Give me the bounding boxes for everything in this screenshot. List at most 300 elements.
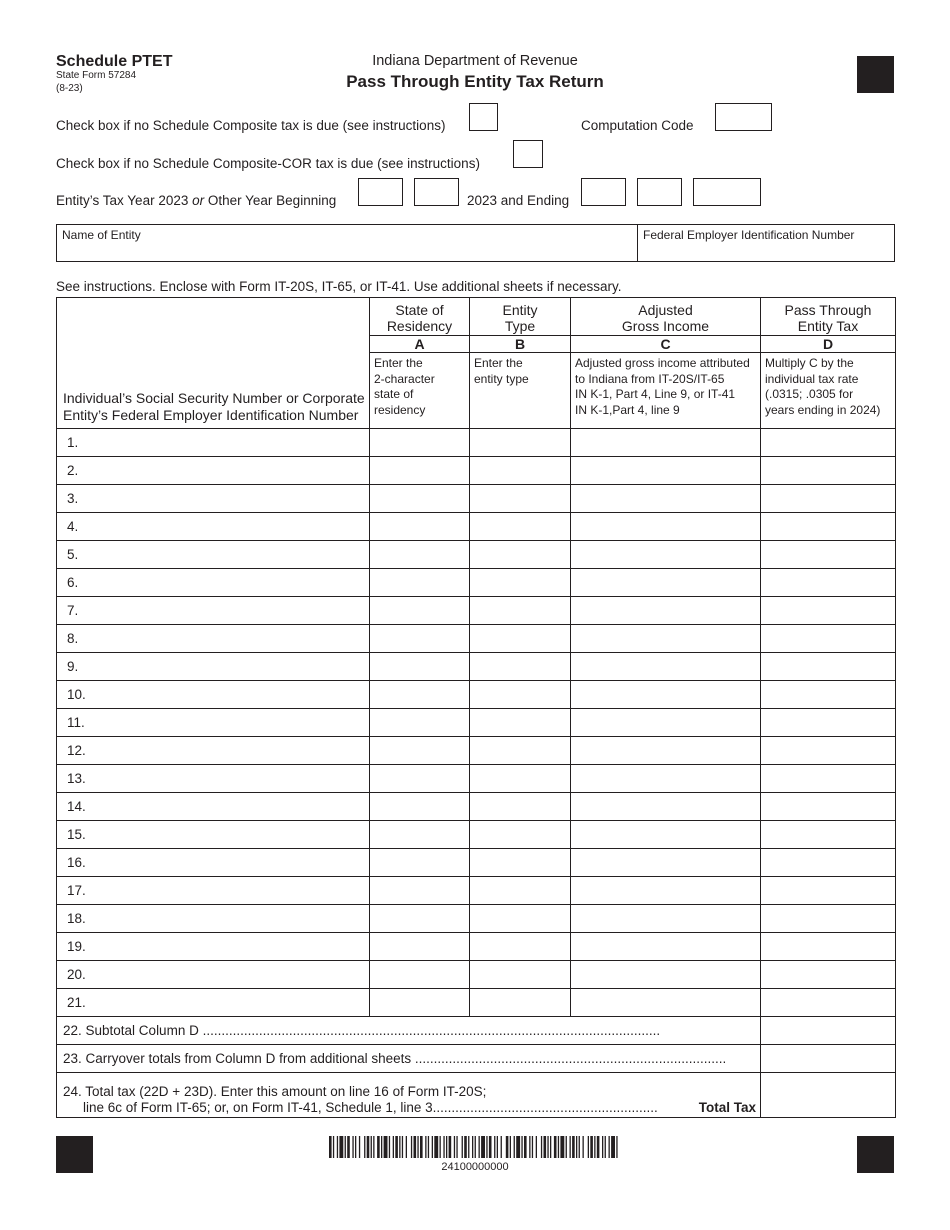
column-c-letter: C [571, 336, 761, 353]
tax-year-prefix: Entity’s Tax Year 2023 [56, 193, 193, 208]
entity-name-field[interactable] [56, 224, 638, 262]
column-c-desc-line: Adjusted gross income attributed [575, 356, 750, 370]
state-of-residency-cell[interactable] [370, 709, 470, 737]
ssn-fein-cell[interactable] [57, 793, 370, 821]
ssn-fein-cell[interactable] [57, 457, 370, 485]
column-b-desc-line: Enter the [474, 356, 523, 370]
column-a-desc-line: state of [374, 387, 414, 401]
state-of-residency-cell[interactable] [370, 905, 470, 933]
ssn-fein-cell[interactable] [57, 569, 370, 597]
barcode-bar [597, 1136, 600, 1158]
ssn-fein-cell[interactable] [57, 821, 370, 849]
state-form-number: State Form 57284 [56, 70, 137, 81]
ptet-table [56, 297, 896, 1118]
row-number: 14. [67, 799, 86, 814]
adjusted-gross-income-cell[interactable] [571, 933, 761, 961]
state-of-residency-cell[interactable] [370, 793, 470, 821]
entity-type-cell[interactable] [470, 877, 571, 905]
pass-through-entity-tax-cell[interactable] [761, 933, 896, 961]
barcode-bar [560, 1136, 564, 1158]
state-of-residency-cell[interactable] [370, 541, 470, 569]
barcode-bar [472, 1136, 473, 1158]
barcode-bar [583, 1136, 584, 1158]
column-d-title-1: Pass Through [784, 302, 872, 318]
adjusted-gross-income-cell[interactable] [571, 457, 761, 485]
line-24-text-2 [63, 1100, 760, 1116]
table-row [57, 877, 896, 905]
total-tax-label: Total Tax [696, 1100, 756, 1116]
state-of-residency-cell[interactable] [370, 569, 470, 597]
column-d-desc-line: years ending in 2024) [765, 402, 881, 417]
barcode-bar [352, 1136, 353, 1158]
barcode-bar [497, 1136, 498, 1158]
entity-type-cell[interactable] [470, 485, 571, 513]
barcode-bar [454, 1136, 455, 1158]
table-row [57, 849, 896, 877]
ssn-fein-cell[interactable] [57, 541, 370, 569]
barcode-bar [576, 1136, 577, 1158]
pass-through-entity-tax-cell[interactable] [761, 877, 896, 905]
line-24-text-2-content: line 6c of Form IT-65; or, on Form IT-41, Schedule 1, line 3............................................................ [83, 1100, 658, 1115]
line-22-label: 22. Subtotal Column D .......................................................................................................................... [57, 1017, 761, 1045]
entity-name-label: Name of Entity [62, 228, 141, 242]
column-c-description [571, 353, 761, 429]
table-row [57, 765, 896, 793]
ssn-fein-cell[interactable] [57, 681, 370, 709]
schedule-title: Schedule PTET [56, 53, 173, 70]
barcode-bar [337, 1136, 338, 1158]
barcode-bar [554, 1136, 557, 1158]
entity-type-cell[interactable] [470, 429, 571, 457]
barcode-bar [486, 1136, 487, 1158]
row-number: 12. [67, 743, 86, 758]
barcode-bar [399, 1136, 400, 1158]
barcode-bar [479, 1136, 480, 1158]
adjusted-gross-income-cell[interactable] [571, 709, 761, 737]
adjusted-gross-income-cell[interactable] [571, 765, 761, 793]
ssn-fein-cell[interactable] [57, 597, 370, 625]
adjusted-gross-income-cell[interactable] [571, 961, 761, 989]
barcode-bar [355, 1136, 356, 1158]
state-of-residency-cell[interactable] [370, 597, 470, 625]
adjusted-gross-income-cell[interactable] [571, 877, 761, 905]
row-number: 18. [67, 911, 86, 926]
barcode-bar [572, 1136, 575, 1158]
barcode-bar [373, 1136, 374, 1158]
column-b-title-2: Type [504, 318, 536, 334]
barcode-bar [395, 1136, 398, 1158]
pass-through-entity-tax-cell[interactable] [761, 989, 896, 1017]
pass-through-entity-tax-cell[interactable] [761, 737, 896, 765]
barcode-bar [377, 1136, 380, 1158]
state-of-residency-cell[interactable] [370, 989, 470, 1017]
table-row [57, 681, 896, 709]
barcode-bar [611, 1136, 615, 1158]
barcode-bar [594, 1136, 595, 1158]
barcode-bar [588, 1136, 589, 1158]
adjusted-gross-income-cell[interactable] [571, 989, 761, 1017]
barcode-bar [616, 1136, 617, 1158]
barcode-bar [609, 1136, 610, 1158]
state-of-residency-cell[interactable] [370, 877, 470, 905]
column-d-desc-line: (.0315; .0305 for [765, 387, 854, 401]
barcode-bar [521, 1136, 522, 1158]
column-a-header [370, 298, 470, 336]
ssn-fein-cell[interactable] [57, 709, 370, 737]
table-row [57, 821, 896, 849]
pass-through-entity-tax-cell[interactable] [761, 905, 896, 933]
barcode-bar [462, 1136, 463, 1158]
barcode-bar [371, 1136, 372, 1158]
ssn-fein-cell[interactable] [57, 737, 370, 765]
state-of-residency-cell[interactable] [370, 681, 470, 709]
fein-field[interactable] [638, 224, 895, 262]
barcode-bar [510, 1136, 511, 1158]
pass-through-entity-tax-cell[interactable] [761, 429, 896, 457]
adjusted-gross-income-cell[interactable] [571, 597, 761, 625]
barcode-bar [406, 1136, 407, 1158]
pass-through-entity-tax-cell[interactable] [761, 961, 896, 989]
barcode-bar [389, 1136, 390, 1158]
pass-through-entity-tax-cell[interactable] [761, 513, 896, 541]
column-c-header [571, 298, 761, 336]
form-title: Pass Through Entity Tax Return [346, 72, 604, 91]
line-24-label [57, 1073, 761, 1118]
column-a-desc-line: residency [374, 402, 426, 417]
ssn-fein-cell[interactable] [57, 429, 370, 457]
column-c-title-2: Gross Income [621, 318, 710, 334]
composite-cor-checkbox[interactable] [513, 140, 543, 168]
adjusted-gross-income-cell[interactable] [571, 653, 761, 681]
column-b-description [470, 353, 571, 429]
table-row [57, 569, 896, 597]
ending-year-field[interactable] [693, 178, 761, 206]
pass-through-entity-tax-cell[interactable] [761, 625, 896, 653]
adjusted-gross-income-cell[interactable] [571, 849, 761, 877]
entity-type-cell[interactable] [470, 765, 571, 793]
ssn-fein-cell[interactable] [57, 653, 370, 681]
barcode-bar [489, 1136, 492, 1158]
row-number: 13. [67, 771, 86, 786]
entity-type-cell[interactable] [470, 933, 571, 961]
row-number: 21. [67, 995, 86, 1010]
barcode-bar [347, 1136, 350, 1158]
barcode-bar [440, 1136, 441, 1158]
entity-type-cell[interactable] [470, 541, 571, 569]
barcode-bar [456, 1136, 457, 1158]
entity-type-cell[interactable] [470, 597, 571, 625]
row-number: 11. [67, 715, 85, 730]
ending-label: 2023 and Ending [467, 193, 570, 208]
barcode-bar [550, 1136, 551, 1158]
barcode-bar [464, 1136, 467, 1158]
pass-through-entity-tax-cell[interactable] [761, 457, 896, 485]
pass-through-entity-tax-cell[interactable] [761, 541, 896, 569]
registration-mark-top-right [857, 56, 894, 93]
ssn-fein-cell[interactable] [57, 961, 370, 989]
table-row [57, 905, 896, 933]
column-b-desc-line: entity type [474, 371, 529, 386]
pass-through-entity-tax-cell[interactable] [761, 849, 896, 877]
beginning-day-field[interactable] [414, 178, 459, 206]
barcode-bar [420, 1136, 423, 1158]
barcode-bar [329, 1136, 332, 1158]
barcode-bar [449, 1136, 452, 1158]
pass-through-entity-tax-cell[interactable] [761, 597, 896, 625]
barcode-bar [411, 1136, 412, 1158]
ending-month-field[interactable] [581, 178, 626, 206]
ssn-fein-cell[interactable] [57, 513, 370, 541]
ssn-fein-cell[interactable] [57, 765, 370, 793]
barcode-bar [481, 1136, 485, 1158]
barcode-bar [434, 1136, 438, 1158]
barcode [329, 1136, 620, 1158]
barcode-bar [414, 1136, 417, 1158]
row-number: 16. [67, 855, 86, 870]
row-number: 4. [67, 519, 79, 534]
barcode-bar [475, 1136, 476, 1158]
pass-through-entity-tax-cell[interactable] [761, 765, 896, 793]
barcode-bar [339, 1136, 343, 1158]
entity-type-cell[interactable] [470, 905, 571, 933]
computation-code-field[interactable] [715, 103, 772, 131]
ssn-fein-cell[interactable] [57, 625, 370, 653]
entity-type-cell[interactable] [470, 653, 571, 681]
first-column-header-text: Individual’s Social Security Number or Corporate Entity’s Federal Employer Identification Number [63, 390, 365, 423]
column-d-letter: D [761, 336, 896, 353]
state-of-residency-cell[interactable] [370, 933, 470, 961]
line-23-amount[interactable] [761, 1045, 896, 1073]
registration-mark-bottom-right [857, 1136, 894, 1173]
pass-through-entity-tax-cell[interactable] [761, 793, 896, 821]
column-b-header [470, 298, 571, 336]
state-of-residency-cell[interactable] [370, 765, 470, 793]
line-23-label: 23. Carryover totals from Column D from additional sheets ................................................................................... [57, 1045, 761, 1073]
adjusted-gross-income-cell[interactable] [571, 569, 761, 597]
barcode-bar [393, 1136, 394, 1158]
registration-mark-bottom-left [56, 1136, 93, 1173]
ssn-fein-cell[interactable] [57, 877, 370, 905]
row-number: 3. [67, 491, 79, 506]
barcode-number: 24100000000 [441, 1161, 509, 1173]
barcode-bar [590, 1136, 593, 1158]
column-a-desc-line: Enter the [374, 356, 423, 370]
row-number: 6. [67, 575, 79, 590]
entity-type-cell[interactable] [470, 513, 571, 541]
barcode-bar [446, 1136, 447, 1158]
entity-type-cell[interactable] [470, 737, 571, 765]
entity-type-cell[interactable] [470, 849, 571, 877]
row-number: 19. [67, 939, 86, 954]
adjusted-gross-income-cell[interactable] [571, 793, 761, 821]
entity-type-cell[interactable] [470, 793, 571, 821]
barcode-bar [428, 1136, 429, 1158]
row-number: 20. [67, 967, 86, 982]
column-a-description [370, 353, 470, 429]
pass-through-entity-tax-cell[interactable] [761, 821, 896, 849]
barcode-bar [494, 1136, 495, 1158]
entity-type-cell[interactable] [470, 625, 571, 653]
pass-through-entity-tax-cell[interactable] [761, 485, 896, 513]
tax-year-suffix: Other Year Beginning [204, 193, 337, 208]
barcode-bar [381, 1136, 382, 1158]
state-of-residency-cell[interactable] [370, 429, 470, 457]
adjusted-gross-income-cell[interactable] [571, 513, 761, 541]
row-number: 2. [67, 463, 79, 478]
barcode-bar [532, 1136, 533, 1158]
barcode-bar [516, 1136, 520, 1158]
ssn-fein-cell[interactable] [57, 905, 370, 933]
row-number: 1. [67, 435, 79, 450]
composite-checkbox-label: Check box if no Schedule Composite tax is due (see instructions) [56, 118, 446, 133]
row-number: 8. [67, 631, 79, 646]
line-22-amount[interactable] [761, 1017, 896, 1045]
state-of-residency-cell[interactable] [370, 457, 470, 485]
first-column-header [57, 298, 370, 429]
barcode-bar [432, 1136, 433, 1158]
barcode-bar [570, 1136, 571, 1158]
barcode-bar [602, 1136, 603, 1158]
line-24-text-1: 24. Total tax (22D + 23D). Enter this amount on line 16 of Form IT-20S; [63, 1084, 487, 1099]
row-number: 7. [67, 603, 79, 618]
table-row [57, 485, 896, 513]
column-a-title-2: Residency [386, 318, 453, 334]
entity-type-cell[interactable] [470, 821, 571, 849]
adjusted-gross-income-cell[interactable] [571, 485, 761, 513]
barcode-bar [333, 1136, 334, 1158]
table-row [57, 653, 896, 681]
column-a-letter: A [370, 336, 470, 353]
column-d-desc-line: Multiply C by the [765, 356, 854, 370]
entity-type-cell[interactable] [470, 569, 571, 597]
barcode-bar [402, 1136, 403, 1158]
entity-type-cell[interactable] [470, 961, 571, 989]
barcode-bar [425, 1136, 426, 1158]
column-c-desc-line: IN K-1, Part 4, Line 9, or IT-41 [575, 387, 736, 401]
column-c-desc-line: to Indiana from IT-20S/IT-65 [575, 371, 725, 386]
barcode-bar [536, 1136, 537, 1158]
pass-through-entity-tax-cell[interactable] [761, 681, 896, 709]
ssn-fein-cell[interactable] [57, 989, 370, 1017]
form-revision: (8-23) [56, 83, 83, 94]
composite-checkbox[interactable] [469, 103, 498, 131]
state-of-residency-cell[interactable] [370, 961, 470, 989]
adjusted-gross-income-cell[interactable] [571, 737, 761, 765]
barcode-bar [558, 1136, 559, 1158]
table-row [57, 541, 896, 569]
barcode-bar [605, 1136, 606, 1158]
line-24-total-tax-amount[interactable] [761, 1073, 896, 1118]
ssn-fein-cell[interactable] [57, 485, 370, 513]
ssn-fein-cell[interactable] [57, 849, 370, 877]
barcode-bar [468, 1136, 469, 1158]
column-c-title-1: Adjusted [638, 302, 693, 318]
column-a-title-1: State of [395, 302, 444, 318]
state-of-residency-cell[interactable] [370, 513, 470, 541]
tax-year-or: or [192, 193, 205, 208]
barcode-bar [384, 1136, 388, 1158]
state-of-residency-cell[interactable] [370, 625, 470, 653]
table-row [57, 989, 896, 1017]
table-row [57, 933, 896, 961]
row-number: 9. [67, 659, 79, 674]
table-row [57, 597, 896, 625]
column-b-letter: B [470, 336, 571, 353]
table-row [57, 429, 896, 457]
table-row [57, 737, 896, 765]
entity-type-cell[interactable] [470, 709, 571, 737]
state-of-residency-cell[interactable] [370, 485, 470, 513]
column-d-header [761, 298, 896, 336]
computation-code-label: Computation Code [581, 118, 694, 133]
adjusted-gross-income-cell[interactable] [571, 541, 761, 569]
table-row [57, 625, 896, 653]
table-row [57, 709, 896, 737]
state-of-residency-cell[interactable] [370, 849, 470, 877]
barcode-bar [364, 1136, 365, 1158]
row-number: 10. [67, 687, 86, 702]
instructions-text: See instructions. Enclose with Form IT-20S, IT-65, or IT-41. Use additional sheets if necessary. [56, 279, 622, 294]
barcode-bar [541, 1136, 542, 1158]
table-row [57, 513, 896, 541]
barcode-bar [547, 1136, 548, 1158]
pass-through-entity-tax-cell[interactable] [761, 709, 896, 737]
ending-day-field[interactable] [637, 178, 682, 206]
barcode-bar [506, 1136, 509, 1158]
barcode-bar [544, 1136, 547, 1158]
composite-cor-checkbox-label: Check box if no Schedule Composite-COR tax is due (see instructions) [56, 156, 480, 171]
state-of-residency-cell[interactable] [370, 821, 470, 849]
adjusted-gross-income-cell[interactable] [571, 625, 761, 653]
column-d-description [761, 353, 896, 429]
barcode-bar [524, 1136, 527, 1158]
adjusted-gross-income-cell[interactable] [571, 821, 761, 849]
column-d-title-2: Entity Tax [797, 318, 859, 334]
adjusted-gross-income-cell[interactable] [571, 681, 761, 709]
entity-type-cell[interactable] [470, 681, 571, 709]
adjusted-gross-income-cell[interactable] [571, 429, 761, 457]
column-d-desc-line: individual tax rate [765, 371, 859, 386]
row-number: 15. [67, 827, 86, 842]
entity-type-cell[interactable] [470, 457, 571, 485]
barcode-bar [529, 1136, 530, 1158]
pass-through-entity-tax-cell[interactable] [761, 653, 896, 681]
entity-type-cell[interactable] [470, 989, 571, 1017]
department-name: Indiana Department of Revenue [372, 53, 578, 69]
state-of-residency-cell[interactable] [370, 737, 470, 765]
pass-through-entity-tax-cell[interactable] [761, 569, 896, 597]
barcode-bar [359, 1136, 360, 1158]
beginning-month-field[interactable] [358, 178, 403, 206]
state-of-residency-cell[interactable] [370, 653, 470, 681]
table-row [57, 961, 896, 989]
tax-year-label [56, 193, 336, 208]
row-number: 5. [67, 547, 79, 562]
column-c-desc-line: IN K-1,Part 4, line 9 [575, 402, 680, 417]
table-row [57, 457, 896, 485]
column-b-title-1: Entity [502, 302, 538, 318]
fein-label: Federal Employer Identification Number [643, 228, 855, 242]
row-number: 17. [67, 883, 86, 898]
table-row [57, 793, 896, 821]
barcode-bar [367, 1136, 370, 1158]
barcode-bar [417, 1136, 418, 1158]
ssn-fein-cell[interactable] [57, 933, 370, 961]
adjusted-gross-income-cell[interactable] [571, 905, 761, 933]
barcode-bar [345, 1136, 346, 1158]
barcode-bar [514, 1136, 515, 1158]
column-a-desc-line: 2-character [374, 371, 435, 386]
